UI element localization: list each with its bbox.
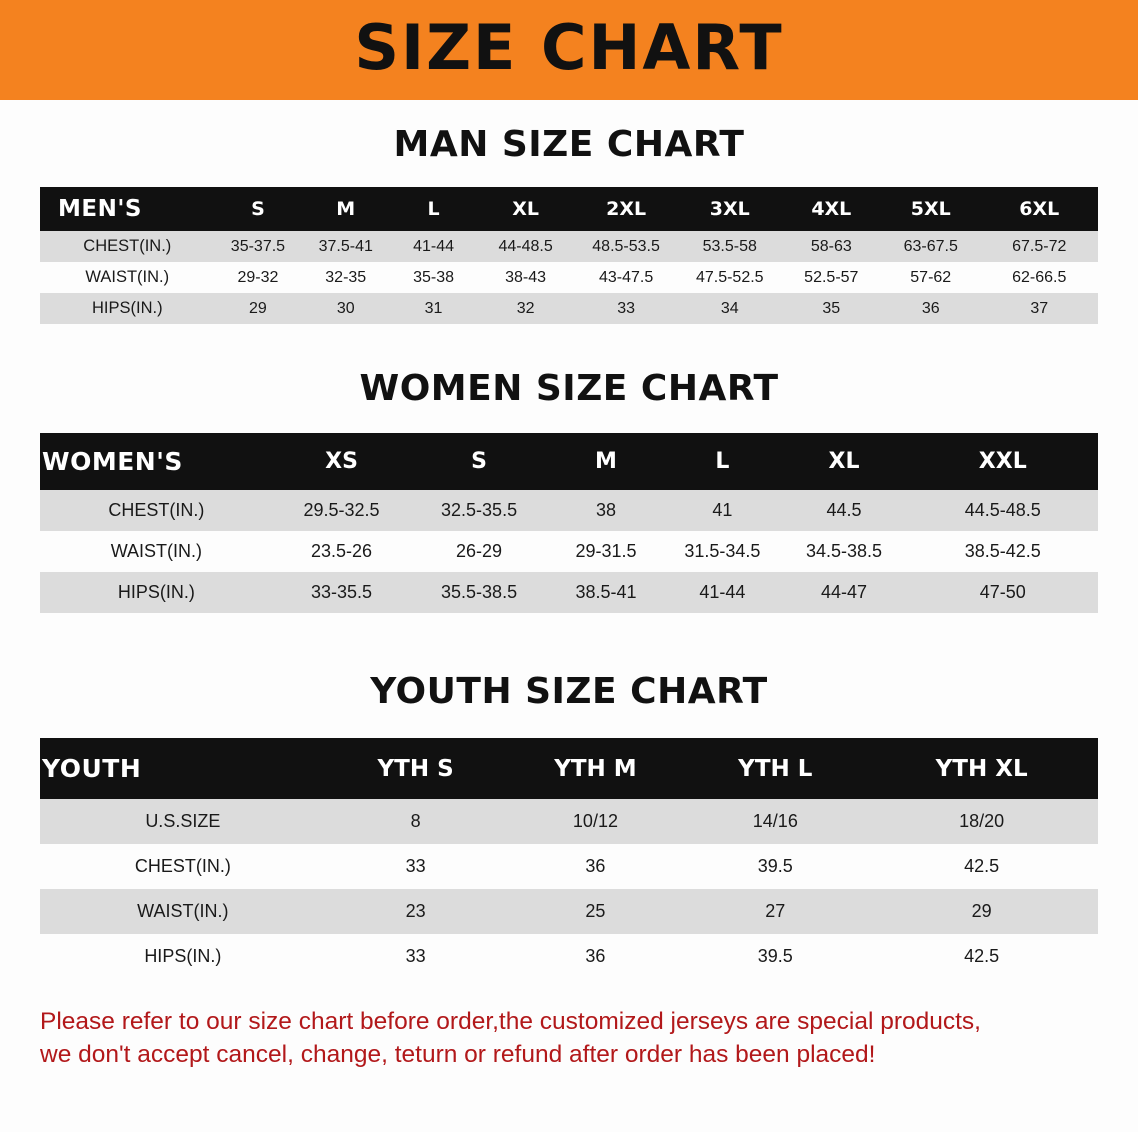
youth-row-label: WAIST(IN.) <box>40 889 326 934</box>
women-row-label: WAIST(IN.) <box>40 531 273 572</box>
men-cell: 35-38 <box>390 262 477 293</box>
men-row-label: WAIST(IN.) <box>40 262 215 293</box>
women-cell: 44.5 <box>781 490 908 531</box>
men-header-cell: 4XL <box>782 187 881 231</box>
men-cell: 33 <box>574 293 678 324</box>
women-row-label: CHEST(IN.) <box>40 490 273 531</box>
man-table-wrapper <box>40 187 1098 324</box>
women-header-cell: S <box>410 433 548 490</box>
women-cell: 29.5-32.5 <box>273 490 411 531</box>
men-header-cell: L <box>390 187 477 231</box>
women-cell: 32.5-35.5 <box>410 490 548 531</box>
youth-cell: 8 <box>326 799 506 844</box>
youth-cell: 27 <box>685 889 865 934</box>
women-table-wrapper <box>40 433 1098 613</box>
man-section-title: MAN SIZE CHART <box>393 124 745 165</box>
youth-cell: 10/12 <box>506 799 686 844</box>
table-row <box>40 293 1098 324</box>
men-header-cell: 5XL <box>881 187 980 231</box>
men-cell: 47.5-52.5 <box>678 262 782 293</box>
men-header-cell: MEN'S <box>40 187 215 231</box>
women-header-cell: XXL <box>908 433 1098 490</box>
women-row-label: HIPS(IN.) <box>40 572 273 613</box>
men-cell: 38-43 <box>477 262 574 293</box>
table-row <box>40 934 1098 979</box>
men-cell: 52.5-57 <box>782 262 881 293</box>
men-cell: 37 <box>980 293 1098 324</box>
youth-header-cell: YTH M <box>506 738 686 799</box>
women-cell: 26-29 <box>410 531 548 572</box>
men-cell: 53.5-58 <box>678 231 782 262</box>
policy-note-line-2: we don't accept cancel, change, teturn or refund after order has been placed! <box>40 1041 876 1069</box>
youth-cell: 33 <box>326 934 506 979</box>
banner-title: SIZE CHART <box>354 11 784 84</box>
policy-note-line-1: Please refer to our size chart before order,the customized jerseys are special products, <box>40 1008 981 1035</box>
table-row <box>40 231 1098 262</box>
youth-header-cell: YOUTH <box>40 738 326 799</box>
table-row <box>40 490 1098 531</box>
men-cell: 32-35 <box>301 262 390 293</box>
women-cell: 31.5-34.5 <box>664 531 780 572</box>
men-cell: 43-47.5 <box>574 262 678 293</box>
men-header-cell: M <box>301 187 390 231</box>
women-cell: 34.5-38.5 <box>781 531 908 572</box>
women-section-title: WOMEN SIZE CHART <box>359 368 779 409</box>
youth-cell: 39.5 <box>685 934 865 979</box>
women-cell: 23.5-26 <box>273 531 411 572</box>
table-row <box>40 262 1098 293</box>
table-row <box>40 844 1098 889</box>
men-cell: 29-32 <box>215 262 302 293</box>
youth-header-cell: YTH XL <box>865 738 1098 799</box>
women-cell: 38.5-41 <box>548 572 664 613</box>
men-cell: 67.5-72 <box>980 231 1098 262</box>
policy-note <box>40 1005 1098 1071</box>
youth-table-header-row <box>40 738 1098 799</box>
table-row <box>40 889 1098 934</box>
women-cell: 44-47 <box>781 572 908 613</box>
men-cell: 31 <box>390 293 477 324</box>
women-cell: 44.5-48.5 <box>908 490 1098 531</box>
men-cell: 35 <box>782 293 881 324</box>
youth-cell: 18/20 <box>865 799 1098 844</box>
youth-size-table <box>40 738 1098 979</box>
youth-cell: 23 <box>326 889 506 934</box>
table-row <box>40 572 1098 613</box>
youth-cell: 14/16 <box>685 799 865 844</box>
women-cell: 38 <box>548 490 664 531</box>
women-cell: 38.5-42.5 <box>908 531 1098 572</box>
men-cell: 41-44 <box>390 231 477 262</box>
women-header-cell: L <box>664 433 780 490</box>
men-cell: 32 <box>477 293 574 324</box>
youth-cell: 25 <box>506 889 686 934</box>
youth-cell: 29 <box>865 889 1098 934</box>
women-cell: 47-50 <box>908 572 1098 613</box>
men-table-header-row <box>40 187 1098 231</box>
men-cell: 35-37.5 <box>215 231 302 262</box>
youth-row-label: CHEST(IN.) <box>40 844 326 889</box>
youth-cell: 39.5 <box>685 844 865 889</box>
women-header-cell: M <box>548 433 664 490</box>
table-row <box>40 799 1098 844</box>
women-header-cell: XL <box>781 433 908 490</box>
men-header-cell: S <box>215 187 302 231</box>
men-cell: 62-66.5 <box>980 262 1098 293</box>
women-cell: 29-31.5 <box>548 531 664 572</box>
men-cell: 29 <box>215 293 302 324</box>
men-cell: 37.5-41 <box>301 231 390 262</box>
women-header-cell: WOMEN'S <box>40 433 273 490</box>
men-cell: 30 <box>301 293 390 324</box>
women-size-table <box>40 433 1098 613</box>
youth-cell: 42.5 <box>865 934 1098 979</box>
youth-row-label: U.S.SIZE <box>40 799 326 844</box>
men-row-label: CHEST(IN.) <box>40 231 215 262</box>
men-cell: 36 <box>881 293 980 324</box>
youth-cell: 33 <box>326 844 506 889</box>
men-cell: 58-63 <box>782 231 881 262</box>
men-cell: 57-62 <box>881 262 980 293</box>
youth-section-title: YOUTH SIZE CHART <box>370 671 768 712</box>
men-cell: 48.5-53.5 <box>574 231 678 262</box>
men-cell: 63-67.5 <box>881 231 980 262</box>
men-row-label: HIPS(IN.) <box>40 293 215 324</box>
women-header-cell: XS <box>273 433 411 490</box>
women-cell: 41-44 <box>664 572 780 613</box>
men-header-cell: XL <box>477 187 574 231</box>
youth-cell: 42.5 <box>865 844 1098 889</box>
men-cell: 44-48.5 <box>477 231 574 262</box>
youth-cell: 36 <box>506 844 686 889</box>
women-table-header-row <box>40 433 1098 490</box>
youth-cell: 36 <box>506 934 686 979</box>
banner <box>0 0 1138 100</box>
youth-row-label: HIPS(IN.) <box>40 934 326 979</box>
youth-header-cell: YTH S <box>326 738 506 799</box>
youth-header-cell: YTH L <box>685 738 865 799</box>
men-cell: 34 <box>678 293 782 324</box>
table-row <box>40 531 1098 572</box>
men-header-cell: 2XL <box>574 187 678 231</box>
youth-table-wrapper <box>40 738 1098 979</box>
men-size-table <box>40 187 1098 324</box>
women-cell: 41 <box>664 490 780 531</box>
men-header-cell: 3XL <box>678 187 782 231</box>
men-header-cell: 6XL <box>980 187 1098 231</box>
women-cell: 35.5-38.5 <box>410 572 548 613</box>
women-cell: 33-35.5 <box>273 572 411 613</box>
